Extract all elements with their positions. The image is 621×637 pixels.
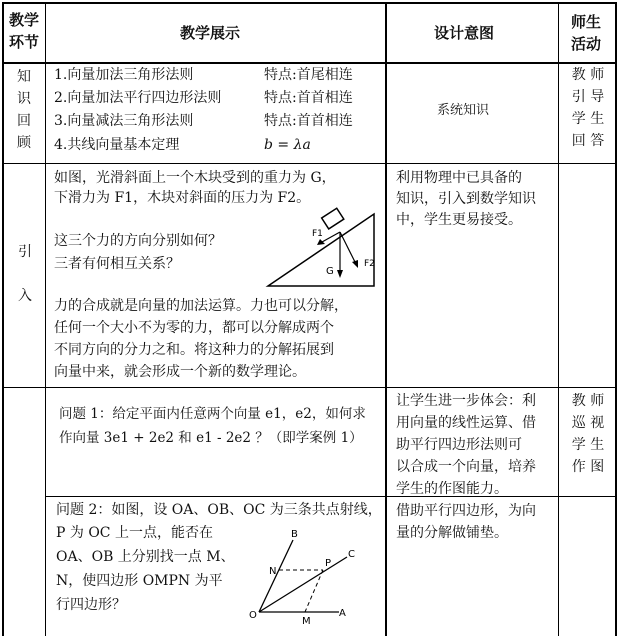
row4-intent-line2: 量的分解做铺垫。 — [396, 525, 508, 541]
row3-intent-line3: 助平行四边形法则可 — [396, 437, 522, 453]
col-divider-3 — [558, 2, 559, 636]
row2-para2-line4: 向量中来，就会形成一个新的数学理论。 — [54, 364, 306, 380]
row3-problem1-line1: 问题 1：给定平面内任意两个向量 e1，e2，如何求 — [59, 406, 366, 422]
header-activity-line2: 活动 — [571, 35, 602, 53]
row1-item-3: 3.向量减法三角形法则 — [54, 113, 194, 129]
row2-stage-2: 入 — [18, 288, 32, 304]
row1-item-1: 1.向量加法三角形法则 — [54, 67, 194, 83]
row2-intent-line3: 中，学生更易接受。 — [396, 212, 522, 228]
row1-feature-4-formula: b = λa — [264, 137, 311, 153]
row2-para1-line2: 下滑力为 F1，木块对斜面的压力为 F2。 — [54, 190, 311, 206]
table-border-left — [2, 2, 4, 636]
header-design-intent: 设计意图 — [434, 24, 495, 42]
lesson-plan-table — [2, 2, 617, 636]
row3-intent-line1: 让学生进一步体会：利 — [396, 393, 536, 409]
col-divider-2 — [385, 2, 387, 636]
point-o-label: O — [249, 610, 257, 621]
row4-problem2-line1: 问题 2：如图，设 OA、OB、OC 为三条共点射线， — [56, 502, 382, 518]
row4-problem2-line2: P 为 OC 上一点，能否在 — [56, 525, 213, 541]
header-teaching-display: 教学展示 — [180, 24, 241, 42]
row1-feature-1: 特点:首尾相连 — [264, 67, 353, 83]
force-g-label: G — [326, 266, 334, 277]
row-divider-2 — [2, 387, 617, 388]
row1-feature-3: 特点:首首相连 — [264, 113, 353, 129]
row2-para2-line1: 力的合成就是向量的加法运算。力也可以分解， — [54, 298, 348, 314]
row2-question-1: 这三个力的方向分别如何？ — [54, 233, 222, 249]
rays-parallelogram-figure — [247, 526, 367, 626]
row3-activity: 教 师 巡 视 学 生 作 图 — [571, 393, 605, 475]
incline-force-figure — [264, 206, 382, 290]
row3-intent-line5: 学生的作图能力。 — [396, 481, 508, 497]
row3-problem1-line2: 作向量 3e1 + 2e2 和 e1 - 2e2 ？（即学案例 1） — [59, 430, 363, 446]
row1-stage: 知 识 回 顾 — [17, 69, 31, 151]
row4-problem2-line5: 行四边形？ — [56, 597, 126, 613]
row2-intent-line2: 知识，引入到数学知识 — [396, 191, 536, 207]
row-divider-header — [2, 62, 617, 64]
row-divider-3 — [46, 496, 617, 497]
point-a-label: A — [339, 608, 346, 619]
point-m-label: M — [302, 616, 311, 626]
row1-activity: 教 师 引 导 学 生 回 答 — [571, 67, 605, 149]
point-p-label: P — [325, 558, 332, 569]
header-stage-line1: 教学 — [9, 11, 40, 29]
row1-item-4: 4.共线向量基本定理 — [54, 137, 180, 153]
row-divider-1 — [2, 163, 617, 164]
row2-para1-line1: 如图，光滑斜面上一个木块受到的重力为 G， — [54, 170, 336, 186]
row2-intent-line1: 利用物理中已具备的 — [396, 170, 522, 186]
row2-para2-line3: 不同方向的分力之和。将这种力的分解拓展到 — [54, 342, 334, 358]
row4-problem2-line4: N，使四边形 OMPN 为平 — [56, 573, 223, 589]
point-c-label: C — [348, 549, 355, 560]
row3-intent-line4: 以合成一个向量，培养 — [396, 459, 536, 475]
row1-item-2: 2.向量加法平行四边形法则 — [54, 90, 222, 106]
force-f1-label: F1 — [312, 229, 323, 239]
col-divider-1 — [45, 2, 46, 636]
row4-intent-line1: 借助平行四边形，为向 — [396, 503, 536, 519]
row1-intent: 系统知识 — [437, 103, 490, 118]
point-n-label: N — [269, 566, 277, 577]
header-activity-line1: 师生 — [571, 13, 602, 31]
table-border-right — [615, 2, 617, 636]
point-b-label: B — [291, 529, 298, 540]
row2-stage-1: 引 — [18, 244, 32, 260]
header-stage-line2: 环节 — [9, 33, 40, 51]
row1-feature-2: 特点:首首相连 — [264, 90, 353, 106]
row2-para2-line2: 任何一个大小不为零的力，都可以分解成两个 — [54, 320, 334, 336]
row3-intent-line2: 用向量的线性运算、借 — [396, 415, 536, 431]
table-border-top — [2, 2, 617, 4]
row2-question-2: 三者有何相互关系？ — [54, 256, 180, 272]
row4-problem2-line3: OA、OB 上分别找一点 M、 — [56, 549, 235, 565]
force-f2-label: F2 — [364, 259, 375, 269]
